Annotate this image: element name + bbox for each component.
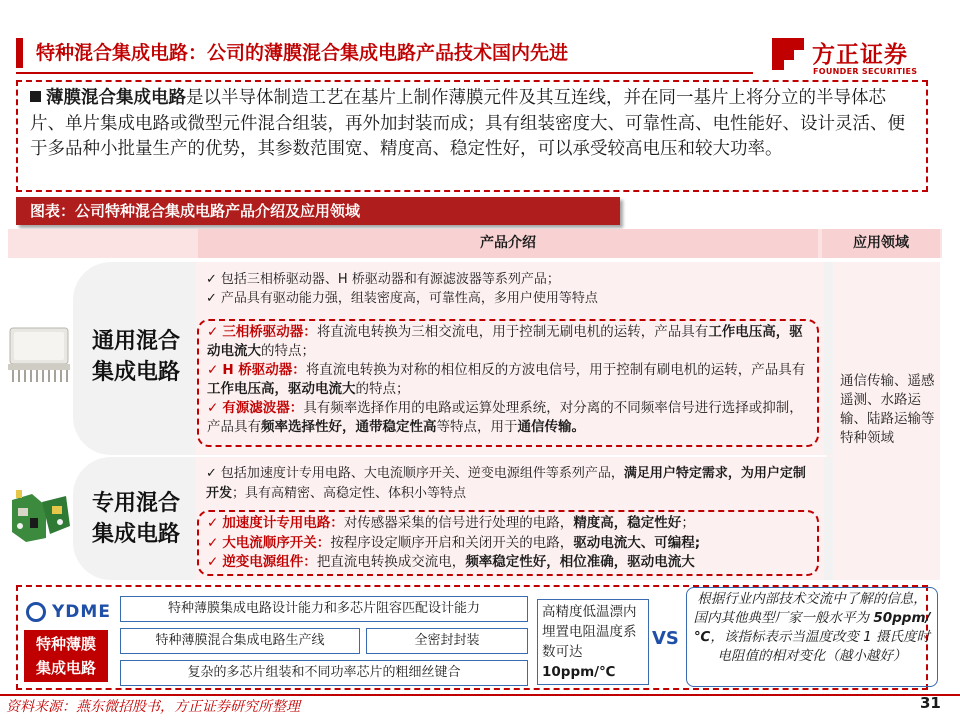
bullet-square-icon bbox=[30, 91, 41, 102]
detail-inverter: ✓ 逆变电源组件：把直流电转换成交流电，频率稳定性好，相位准确，驱动电流大 bbox=[207, 554, 695, 570]
category-general: 通用混合 集成电路 bbox=[91, 329, 180, 385]
detail-sequence-switch: ✓ 大电流顺序开关：按程序设定顺序开启和关闭开关的电路，驱动电流大、可编程; bbox=[207, 534, 701, 551]
column-header-product: 产品介绍 bbox=[198, 229, 818, 258]
hybrid-ic-package-image bbox=[6, 322, 72, 386]
special-circuit-board-image bbox=[6, 486, 74, 546]
page-number: 31 bbox=[920, 694, 941, 712]
intro-term: 薄膜混合集成电路 bbox=[46, 88, 186, 108]
logo-text-cn: 方正证券 bbox=[812, 42, 908, 68]
check-icon: ✓ bbox=[207, 515, 219, 531]
check-icon: ✓ bbox=[206, 291, 217, 306]
tcr-comparison-box: 高精度低温漂内埋置电阻温度系数可达 10ppm/℃ bbox=[537, 599, 649, 685]
special-detail-box bbox=[197, 510, 819, 576]
general-bullet-1: ✓ 包括三相桥驱动器、H 桥驱动器和有源滤波器等系列产品； bbox=[206, 272, 560, 287]
detail-h-bridge: ✓ H 桥驱动器：将直流电转换为对称的相位相反的方波电信号，用于控制有刷电机的运转，产品具有工作电压高，驱动电流大的特点； bbox=[207, 362, 806, 397]
capability-assembly-bonding: 复杂的多芯片组装和不同功率芯片的粗细丝键合 bbox=[120, 660, 528, 686]
capability-design: 特种薄膜集成电路设计能力和多芯片阻容匹配设计能力 bbox=[120, 596, 528, 622]
intro-text: 是以半导体制造工艺在基片上制作薄膜元件及其互连线，并在同一基片上将分立的半导体芯片、单片集成电路或微型元件混合组装，再外加封装而成；具有组装密度大、可靠性高、电性能好、设计灵活、便于多品种小批量生产的优势，其参数范围宽、精度高、稳定性好，可以承受较高电压和较大功率。 bbox=[30, 88, 905, 159]
thin-film-tag: 特种薄膜 集成电路 bbox=[24, 630, 108, 682]
detail-active-filter: ✓ 有源滤波器：具有频率选择作用的电路或运算处理系统，对分离的不同频率信号进行选择或抑制，产品具有频率选择性好，通带稳定性高等特点，用于通信传输。 bbox=[207, 400, 803, 435]
capability-production-line: 特种薄膜混合集成电路生产线 bbox=[120, 628, 360, 654]
founder-logo bbox=[770, 36, 945, 80]
column-header-application: 应用领域 bbox=[822, 229, 940, 258]
founder-logo-icon bbox=[770, 36, 806, 72]
ydme-logo: YDME bbox=[26, 602, 116, 624]
check-icon: ✓ bbox=[207, 324, 219, 340]
check-icon: ✓ bbox=[207, 362, 219, 378]
title-accent-bar bbox=[16, 38, 23, 68]
detail-accelerometer: ✓ 加速度计专用电路：对传感器采集的信号进行处理的电路，精度高，稳定性好； bbox=[207, 515, 695, 531]
check-icon: ✓ bbox=[206, 466, 217, 481]
logo-text-en: FOUNDER SECURITIES bbox=[813, 67, 918, 76]
check-icon: ✓ bbox=[207, 400, 219, 416]
ydme-logo-icon bbox=[26, 602, 46, 622]
tcr-value: 10ppm/℃ bbox=[542, 664, 616, 680]
category-special: 专用混合 集成电路 bbox=[91, 491, 180, 547]
intro-box bbox=[16, 80, 928, 192]
page-title: 特种混合集成电路：公司的薄膜混合集成电路产品技术国内先进 bbox=[36, 42, 569, 64]
industry-note-box: 根据行业内部技术交流中了解的信息，国内其他典型厂家一般水平为 50ppm/℃，该指标表示当温度改变 1 摄氏度时电阻值的相对变化（越小越好） bbox=[686, 587, 938, 687]
check-icon: ✓ bbox=[207, 534, 219, 551]
general-bullet-2: ✓ 产品具有驱动能力强，组装密度高，可靠性高，多用户使用等特点 bbox=[206, 291, 598, 306]
special-bullet-1: ✓ 包括加速度计专用电路、大电流顺序开关、逆变电源组件等系列产品，满足用户特定需求，为用户定制开发；具有高精密、高稳定性、体积小等特点 bbox=[206, 466, 806, 501]
title-underline bbox=[16, 72, 753, 74]
capability-hermetic-package: 全密封封装 bbox=[366, 628, 528, 654]
check-icon: ✓ bbox=[206, 272, 217, 287]
detail-three-phase: ✓ 三相桥驱动器：将直流电转换为三相交流电，用于控制无刷电机的运转，产品具有工作电压高，驱动电流大的特点； bbox=[207, 324, 803, 359]
figure-caption: 图表：公司特种混合集成电路产品介绍及应用领域 bbox=[16, 197, 620, 225]
general-detail-box bbox=[197, 319, 819, 447]
application-text: 通信传输、遥感遥测、水路运输、陆路运输等特种领域 bbox=[840, 373, 935, 446]
check-icon: ✓ bbox=[207, 554, 219, 570]
source-note: 资料来源：燕东微招股书，方正证券研究所整理 bbox=[6, 699, 300, 715]
vs-label: VS bbox=[652, 628, 679, 649]
